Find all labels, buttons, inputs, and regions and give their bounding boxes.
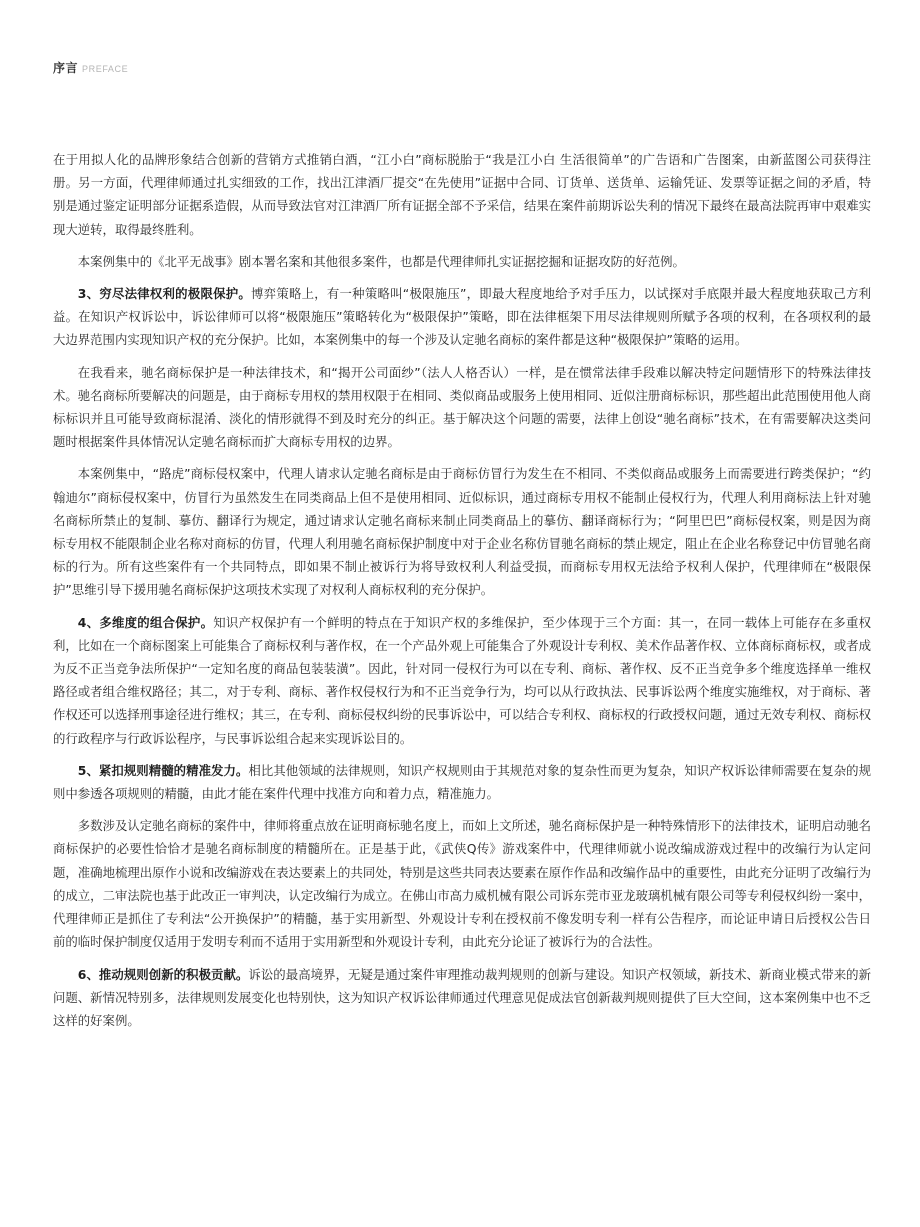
paragraph-text: 本案例集中的《北平无战事》剧本署名案和其他很多案件，也都是代理律师扎实证据挖掘和证据攻防的好范例。: [77, 253, 685, 269]
section-title-en: PREFACE: [82, 64, 129, 74]
paragraph: [53, 814, 871, 953]
paragraph: [53, 148, 871, 241]
paragraph-text: 多数涉及认定驰名商标的案件中，律师将重点放在证明商标驰名度上，而如上文所述，驰名商标保护是一种特殊情形下的法律技术，证明启动驰名商标保护的必要性恰恰才是驰名商标制度的精髓所在。正是基于此，《武侠Q传》游戏案件中，代理律师就小说改编成游戏过程中的改编行为认定问题，准确地梳理出原作小说和改编游戏在表达要素上的共同处，特别是这些共同表达要素在原作作品和改编作品中的重要性，由此充分证明了改编行为的成立，二审法院也基于此改正一审判决，认定改编行为成立。在佛山市高力威机械有限公司诉东莞市亚龙玻璃机械有限公司等专利侵权纠纷一案中，代理律师正是抓住了专利法“公开换保护”的精髓，基于实用新型、外观设计专利在授权前不像发明专利一样有公告程序，而论证申请日后授权公告日前的临时保护制度仅适用于发明专利而不适用于实用新型和外观设计专利，由此充分论证了被诉行为的合法性。: [53, 818, 871, 950]
section-title: 序言: [53, 61, 79, 75]
paragraph: [53, 361, 871, 454]
paragraph-heading: 5、紧扣规则精髓的精准发力。: [77, 762, 249, 778]
paragraph: [53, 250, 871, 273]
paragraph-text: 相比其他领域的法律规则，知识产权规则由于其规范对象的复杂性而更为复杂，知识产权诉讼律师需要在复杂的规则中参透各项规则的精髓，由此才能在案件代理中找准方向和着力点，精准施力。: [53, 762, 872, 802]
paragraph-heading: 3、穷尽法律权利的极限保护。: [77, 286, 252, 302]
paragraph: [53, 963, 871, 1033]
paragraph-text: 知识产权保护有一个鲜明的特点在于知识产权的多维保护，至少体现于三个方面：其一，在同一载体上可能存在多重权利，比如在一个商标图案上可能集合了商标权利与著作权，在一个产品外观上可能集合了外观设计专利权、美术作品著作权、立体商标商标权，或者成为反不正当竞争法所保护“一定知名度的商品包装装潢”。因此，针对同一侵权行为可以在专利、商标、著作权、反不正当竞争多个维度选择单一维权路径或者组合维权路径；其二，对于专利、商标、著作权侵权行为和不正当竞争行为，均可以从行政执法、民事诉讼两个维度实施维权，对于商标、著作权还可以选择刑事途径进行维权；其三，在专利、商标侵权纠纷的民事诉讼中，可以结合专利权、商标权的行政授权问题，通过无效专利权、商标权的行政程序与行政诉讼程序，与民事诉讼组合起来实现诉讼目的。: [53, 614, 872, 746]
paragraph-text: 博弈策略上，有一种策略叫“极限施压”，即最大程度地给予对手压力，以试探对手底限并最大程度地获取己方利益。在知识产权诉讼中，诉讼律师可以将“极限施压”策略转化为“极限保护”策略，即在法律框架下用尽法律规则所赋予各项的权利，在各项权利的最大边界范围内实现知识产权的充分保护。比如，本案例集中的每一个涉及认定驰名商标的案件都是这种“极限保护”策略的运用。: [53, 286, 871, 348]
paragraph: [53, 611, 871, 750]
paragraph-heading: 6、推动规则创新的积极贡献。: [77, 966, 249, 982]
paragraph-text: 本案例集中，“路虎”商标侵权案中，代理人请求认定驰名商标是由于商标仿冒行为发生在不相同、不类似商品或服务上而需要进行跨类保护；“约翰迪尔”商标侵权案中，仿冒行为虽然发生在同类商品上但不是使用相同、近似标识，通过商标专用权不能制止侵权行为，代理人利用商标法上针对驰名商标所禁止的复制、摹仿、翻译行为规定，通过请求认定驰名商标来制止同类商品上的摹仿、翻译商标行为；“阿里巴巴”商标侵权案，则是因为商标专用权不能限制企业名称对商标的仿冒，代理人利用驰名商标保护制度中对于企业名称仿冒驰名商标的禁止规定，阻止在企业名称登记中仿冒驰名商标的行为。所有这些案件有一个共同特点，即如果不制止被诉行为将导致权利人利益受损，而商标专用权无法给予权利人保护，代理律师在“极限保护”思维引导下援用驰名商标保护这项技术实现了对权利人商标权利的充分保护。: [53, 466, 871, 598]
paragraph-text: 诉讼的最高境界，无疑是通过案件审理推动裁判规则的创新与建设。知识产权领域，新技术、新商业模式带来的新问题、新情况特别多，法律规则发展变化也特别快，这为知识产权诉讼律师通过代理意见促成法官创新裁判规则提供了巨大空间，这本案例集中也不乏这样的好案例。: [53, 966, 872, 1028]
paragraph-text: 在我看来，驰名商标保护是一种法律技术，和“揭开公司面纱”（法人人格否认）一样，是在惯常法律手段难以解决特定问题情形下的特殊法律技术。驰名商标所要解决的问题是，由于商标专用权的禁用权限于在相同、类似商品或服务上使用相同、近似注册商标标识，那些超出此范围使用他人商标标识并且可能导致商标混淆、淡化的情形就得不到及时充分的纠正。基于解决这个问题的需要，法律上创设“驰名商标”技术，在有需要解决这类问题时根据案件具体情况认定驰名商标而扩大商标专用权的边界。: [53, 364, 871, 450]
body-text: [53, 148, 871, 1041]
page-header: [53, 59, 128, 76]
paragraph: [53, 282, 871, 352]
paragraph: [53, 759, 871, 805]
paragraph-heading: 4、多维度的组合保护。: [77, 614, 214, 630]
paragraph-text: 在于用拟人化的品牌形象结合创新的营销方式推销白酒，“江小白”商标脱胎于“我是江小白 生活很简单”的广告语和广告图案，由新蓝图公司获得注册。另一方面，代理律师通过扎实细致的工作，找出江津酒厂提交“在先使用”证据中合同、订货单、送货单、运输凭证、发票等证据之间的矛盾，特别是通过鉴定证明部分证据系造假，从而导致法官对江津酒厂所有证据全部不予采信，结果在案件前期诉讼失利的情况下最终在最高法院再审中艰难实现大逆转，取得最终胜利。: [53, 152, 871, 237]
paragraph: [53, 462, 871, 601]
